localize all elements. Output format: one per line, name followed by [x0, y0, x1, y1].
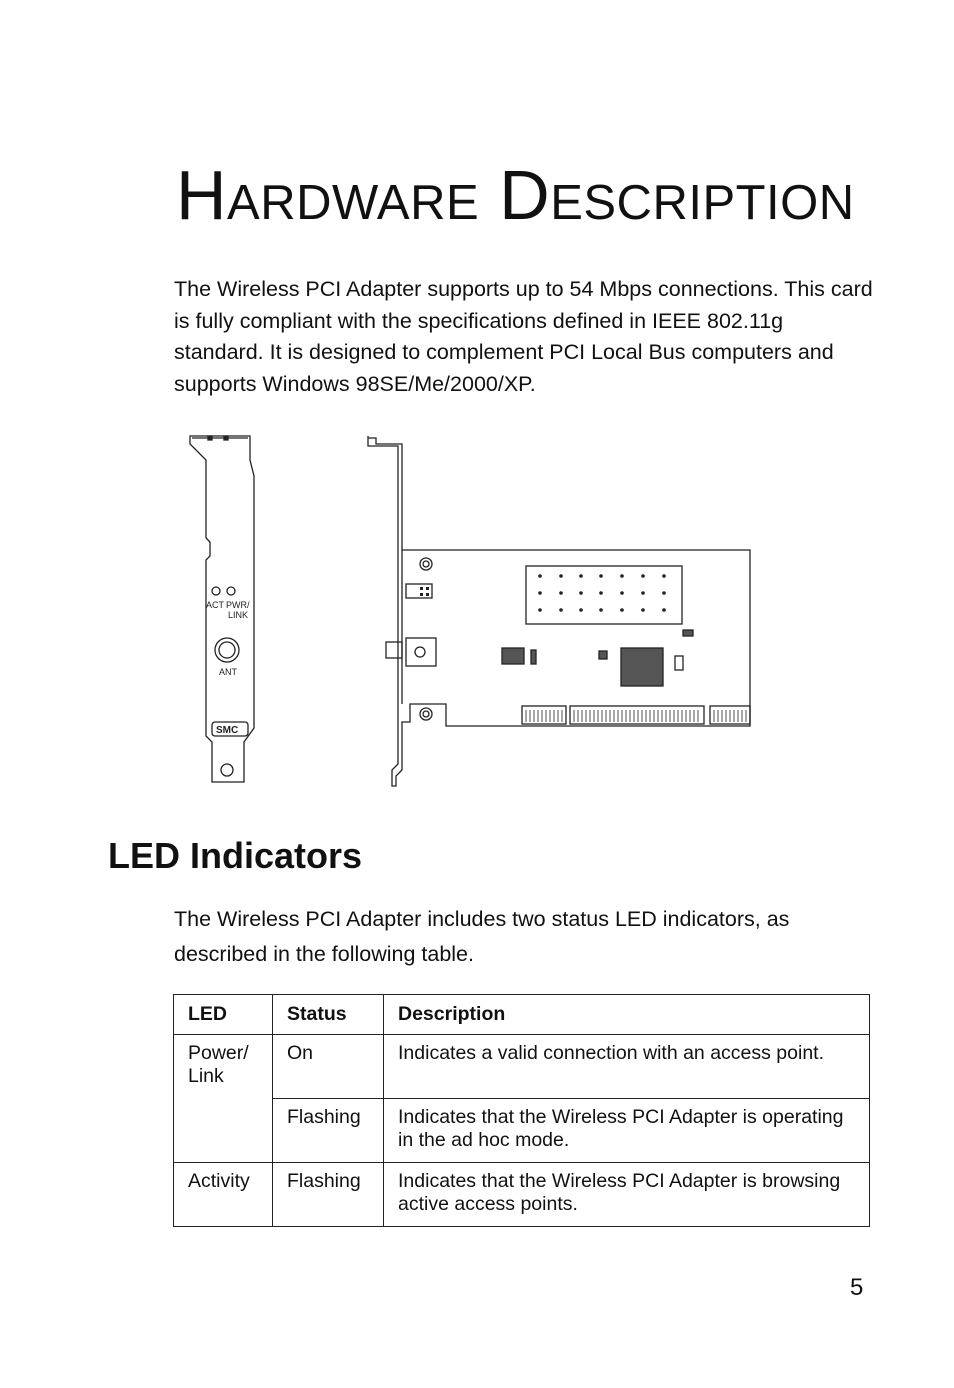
page-number: 5	[850, 1274, 864, 1301]
header-description: Description	[384, 995, 870, 1035]
cell-description: Indicates a valid connection with an access point.	[384, 1035, 870, 1099]
smc-logo: SMC	[216, 725, 239, 736]
led-table	[173, 994, 870, 1227]
cell-led: Activity	[174, 1163, 273, 1227]
table-row	[174, 1035, 870, 1099]
intro-paragraph: The Wireless PCI Adapter supports up to 54 Mbps connections. This card is fully compliant with the specifications defined in IEEE 802.11g standard. It is designed to complement PCI Local Bus computers and supports Windows 98SE/Me/2000/XP.	[174, 277, 873, 396]
cell-status: Flashing	[273, 1163, 384, 1227]
edge-connector-teeth	[526, 710, 746, 722]
pwr-label: PWR/	[226, 600, 250, 610]
link-label: LINK	[228, 610, 249, 620]
cell-led: Power/ Link	[174, 1035, 273, 1163]
ant-label: ANT	[219, 667, 237, 677]
cell-status: On	[273, 1035, 384, 1099]
card-side-view	[368, 436, 750, 786]
table-row	[174, 1163, 870, 1227]
act-label: ACT	[206, 600, 224, 610]
chip-pin-dots	[538, 574, 666, 612]
section-paragraph: The Wireless PCI Adapter includes two status LED indicators, as described in the following table.	[174, 907, 790, 966]
header-status: Status	[273, 995, 384, 1035]
page-title: Hardware Description	[176, 156, 855, 234]
header-led: LED	[174, 995, 273, 1035]
cell-status: Flashing	[273, 1099, 384, 1163]
cell-description: Indicates that the Wireless PCI Adapter is operating in the ad hoc mode.	[384, 1099, 870, 1163]
pci-adapter-illustration	[180, 430, 760, 790]
section-title: LED Indicators	[108, 835, 363, 876]
cell-description: Indicates that the Wireless PCI Adapter is browsing active access points.	[384, 1163, 870, 1227]
table-row	[174, 1099, 870, 1163]
table-header-row	[174, 995, 870, 1035]
